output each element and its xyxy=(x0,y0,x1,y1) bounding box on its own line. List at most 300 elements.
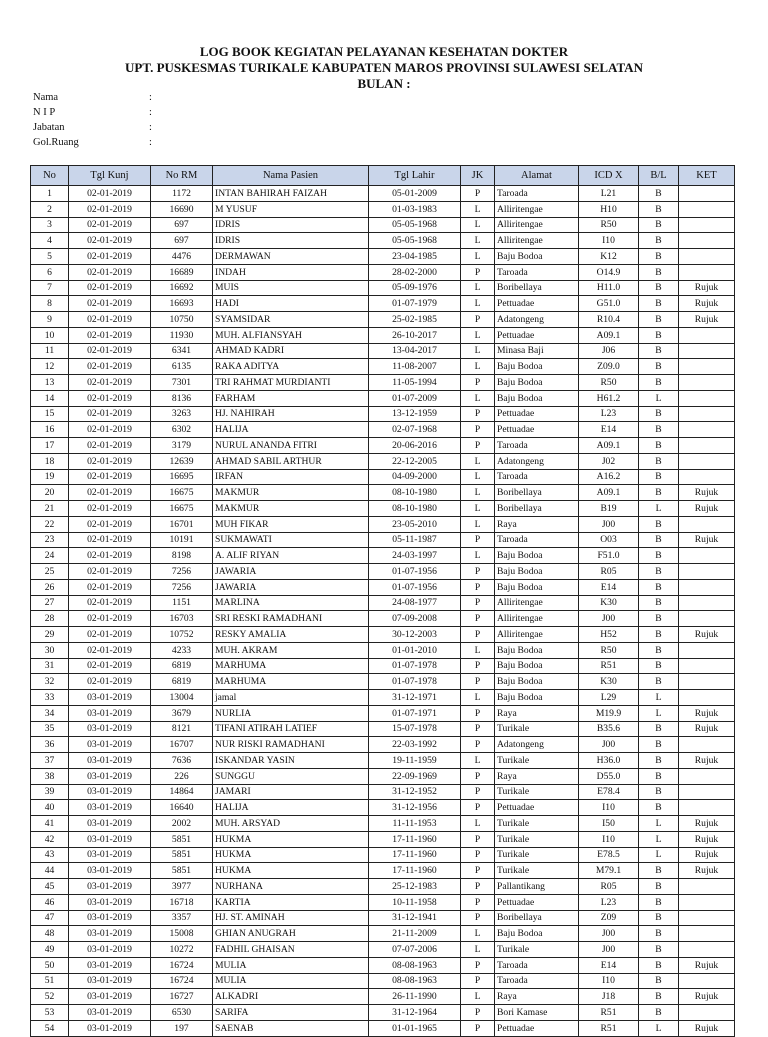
table-cell: 13004 xyxy=(151,690,213,706)
table-cell: 10191 xyxy=(151,532,213,548)
table-cell: 7256 xyxy=(151,579,213,595)
table-cell: P xyxy=(461,768,495,784)
table-cell: L xyxy=(461,926,495,942)
table-cell: ISKANDAR YASIN xyxy=(213,753,369,769)
table-cell: B xyxy=(639,926,679,942)
table-cell: 01-07-1978 xyxy=(369,658,461,674)
table-cell: 22-09-1969 xyxy=(369,768,461,784)
table-cell: B xyxy=(639,312,679,328)
table-row xyxy=(31,548,735,564)
table-cell: H11.0 xyxy=(579,280,639,296)
table-cell: Rujuk xyxy=(679,753,735,769)
table-cell: J00 xyxy=(579,926,639,942)
table-cell: 697 xyxy=(151,217,213,233)
table-cell: I50 xyxy=(579,816,639,832)
table-cell: HJ. NAHIRAH xyxy=(213,406,369,422)
table-cell: M YUSUF xyxy=(213,201,369,217)
table-row xyxy=(31,280,735,296)
table-cell: MUIS xyxy=(213,280,369,296)
table-row xyxy=(31,957,735,973)
table-cell xyxy=(679,516,735,532)
table-cell: 31 xyxy=(31,658,69,674)
table-cell: 02-01-2019 xyxy=(69,579,151,595)
table-cell: 02-01-2019 xyxy=(69,249,151,265)
table-cell: MUH FIKAR xyxy=(213,516,369,532)
table-cell: 23 xyxy=(31,532,69,548)
table-cell: B xyxy=(639,375,679,391)
table-cell: L xyxy=(461,548,495,564)
table-row xyxy=(31,296,735,312)
table-cell xyxy=(679,595,735,611)
table-cell: Pettuadae xyxy=(495,1020,579,1036)
table-cell: Rujuk xyxy=(679,957,735,973)
table-cell xyxy=(679,327,735,343)
table-cell: 02-01-2019 xyxy=(69,548,151,564)
table-cell: P xyxy=(461,894,495,910)
table-row xyxy=(31,910,735,926)
table-cell: Baju Bodoa xyxy=(495,564,579,580)
table-cell: L xyxy=(461,233,495,249)
table-cell xyxy=(679,674,735,690)
table-cell: P xyxy=(461,800,495,816)
table-cell: 24-03-1997 xyxy=(369,548,461,564)
table-cell: L xyxy=(461,469,495,485)
table-cell: IDRIS xyxy=(213,233,369,249)
table-cell: 17 xyxy=(31,438,69,454)
table-row xyxy=(31,879,735,895)
table-cell: 15008 xyxy=(151,926,213,942)
table-cell: 22-03-1992 xyxy=(369,737,461,753)
table-cell: Taroada xyxy=(495,532,579,548)
table-cell: JAWARIA xyxy=(213,579,369,595)
table-cell xyxy=(679,186,735,202)
table-cell: 16675 xyxy=(151,485,213,501)
table-cell: 15 xyxy=(31,406,69,422)
table-cell: 02-07-1968 xyxy=(369,422,461,438)
table-cell: 6 xyxy=(31,264,69,280)
table-cell: Rujuk xyxy=(679,312,735,328)
table-cell: B xyxy=(639,217,679,233)
column-header: No xyxy=(31,166,69,186)
table-cell: 34 xyxy=(31,705,69,721)
table-cell: Turikale xyxy=(495,863,579,879)
table-cell: 3679 xyxy=(151,705,213,721)
table-cell: B xyxy=(639,469,679,485)
table-cell: 13-04-2017 xyxy=(369,343,461,359)
table-cell: Raya xyxy=(495,989,579,1005)
table-cell: FADHIL GHAISAN xyxy=(213,942,369,958)
table-cell: 54 xyxy=(31,1020,69,1036)
table-row xyxy=(31,642,735,658)
table-cell: 02-01-2019 xyxy=(69,642,151,658)
table-cell: 01-03-1983 xyxy=(369,201,461,217)
table-cell: L xyxy=(461,989,495,1005)
table-cell: L xyxy=(461,753,495,769)
table-cell: P xyxy=(461,705,495,721)
table-cell: B xyxy=(639,485,679,501)
table-cell: B xyxy=(639,186,679,202)
table-cell: 22-12-2005 xyxy=(369,453,461,469)
table-cell: B xyxy=(639,359,679,375)
table-cell: 6819 xyxy=(151,674,213,690)
table-cell: 1172 xyxy=(151,186,213,202)
table-cell: 08-08-1963 xyxy=(369,957,461,973)
table-cell: P xyxy=(461,879,495,895)
table-cell xyxy=(679,249,735,265)
table-cell: 01-01-2010 xyxy=(369,642,461,658)
table-cell: 39 xyxy=(31,784,69,800)
table-cell: 02-01-2019 xyxy=(69,201,151,217)
table-cell: P xyxy=(461,406,495,422)
table-cell: MULIA xyxy=(213,973,369,989)
table-cell: B xyxy=(639,768,679,784)
column-header: KET xyxy=(679,166,735,186)
table-cell: B xyxy=(639,564,679,580)
table-cell: 4476 xyxy=(151,249,213,265)
meta-row xyxy=(33,122,152,134)
table-cell: J18 xyxy=(579,989,639,1005)
table-cell: P xyxy=(461,674,495,690)
table-cell: 31-12-1964 xyxy=(369,1005,461,1021)
table-row xyxy=(31,816,735,832)
table-cell: 16640 xyxy=(151,800,213,816)
table-cell: B xyxy=(639,343,679,359)
table-cell: 23-05-2010 xyxy=(369,516,461,532)
table-cell: ALKADRI xyxy=(213,989,369,1005)
table-cell: L xyxy=(461,485,495,501)
table-cell xyxy=(679,879,735,895)
table-cell: 29 xyxy=(31,627,69,643)
table-cell: 01-07-1978 xyxy=(369,674,461,690)
table-cell: 17-11-1960 xyxy=(369,831,461,847)
table-cell: B xyxy=(639,989,679,1005)
table-cell: J00 xyxy=(579,516,639,532)
table-cell: P xyxy=(461,737,495,753)
table-cell: MUH. ALFIANSYAH xyxy=(213,327,369,343)
table-cell: Rujuk xyxy=(679,532,735,548)
column-header: ICD X xyxy=(579,166,639,186)
table-cell: 31-12-1941 xyxy=(369,910,461,926)
table-cell: Rujuk xyxy=(679,847,735,863)
table-cell: HUKMA xyxy=(213,863,369,879)
table-cell: 03-01-2019 xyxy=(69,973,151,989)
table-cell: Pallantikang xyxy=(495,879,579,895)
table-cell: 31-12-1956 xyxy=(369,800,461,816)
table-cell: R05 xyxy=(579,879,639,895)
table-cell: Minasa Baji xyxy=(495,343,579,359)
table-cell: B xyxy=(639,658,679,674)
table-cell: 6341 xyxy=(151,343,213,359)
table-cell xyxy=(679,217,735,233)
table-cell xyxy=(679,264,735,280)
table-row xyxy=(31,485,735,501)
table-cell: Taroada xyxy=(495,973,579,989)
table-cell: 03-01-2019 xyxy=(69,816,151,832)
table-cell: P xyxy=(461,831,495,847)
table-cell: B xyxy=(639,879,679,895)
table-cell: DERMAWAN xyxy=(213,249,369,265)
table-cell: 03-01-2019 xyxy=(69,831,151,847)
table-cell: 03-01-2019 xyxy=(69,863,151,879)
table-row xyxy=(31,690,735,706)
table-cell: 03-01-2019 xyxy=(69,800,151,816)
table-cell: 01-07-1956 xyxy=(369,579,461,595)
table-cell: 04-09-2000 xyxy=(369,469,461,485)
table-cell: 02-01-2019 xyxy=(69,264,151,280)
table-cell: B xyxy=(639,595,679,611)
table-cell: B xyxy=(639,280,679,296)
table-cell: A. ALIF RIYAN xyxy=(213,548,369,564)
table-row xyxy=(31,564,735,580)
table-cell: HALIJA xyxy=(213,422,369,438)
table-cell: P xyxy=(461,1005,495,1021)
table-cell: A16.2 xyxy=(579,469,639,485)
table-cell: B19 xyxy=(579,501,639,517)
table-cell: Turikale xyxy=(495,816,579,832)
table-cell: Pettuadae xyxy=(495,327,579,343)
table-cell: P xyxy=(461,532,495,548)
table-cell: Alliritengae xyxy=(495,233,579,249)
table-cell: 16707 xyxy=(151,737,213,753)
table-cell: 05-01-2009 xyxy=(369,186,461,202)
table-cell: J00 xyxy=(579,737,639,753)
table-row xyxy=(31,863,735,879)
table-cell: SYAMSIDAR xyxy=(213,312,369,328)
table-cell: 697 xyxy=(151,233,213,249)
table-cell: 02-01-2019 xyxy=(69,516,151,532)
table-cell xyxy=(679,390,735,406)
table-cell: 11-08-2007 xyxy=(369,359,461,375)
table-cell: Alliritengae xyxy=(495,217,579,233)
table-cell: B xyxy=(639,784,679,800)
table-cell: Raya xyxy=(495,768,579,784)
table-cell: L xyxy=(461,690,495,706)
column-header: JK xyxy=(461,166,495,186)
table-cell: 03-01-2019 xyxy=(69,957,151,973)
table-cell: L xyxy=(461,501,495,517)
table-row xyxy=(31,847,735,863)
table-cell xyxy=(679,973,735,989)
table-cell: Turikale xyxy=(495,942,579,958)
table-cell: 2002 xyxy=(151,816,213,832)
table-cell: R51 xyxy=(579,1005,639,1021)
table-cell: 03-01-2019 xyxy=(69,1020,151,1036)
table-cell: 05-05-1968 xyxy=(369,233,461,249)
table-cell: SRI RESKI RAMADHANI xyxy=(213,611,369,627)
table-cell: P xyxy=(461,438,495,454)
table-cell: 36 xyxy=(31,737,69,753)
table-cell: NURHANA xyxy=(213,879,369,895)
meta-separator: : xyxy=(149,107,152,118)
table-cell xyxy=(679,1005,735,1021)
table-row xyxy=(31,217,735,233)
table-cell: Rujuk xyxy=(679,280,735,296)
table-cell: P xyxy=(461,973,495,989)
table-cell: 25 xyxy=(31,564,69,580)
table-cell: Baju Bodoa xyxy=(495,579,579,595)
table-cell: 03-01-2019 xyxy=(69,737,151,753)
table-cell: 38 xyxy=(31,768,69,784)
table-cell: Z09.0 xyxy=(579,359,639,375)
table-cell: 7 xyxy=(31,280,69,296)
table-row xyxy=(31,800,735,816)
table-cell: KARTIA xyxy=(213,894,369,910)
table-cell: P xyxy=(461,957,495,973)
table-cell: B xyxy=(639,611,679,627)
table-cell: Rujuk xyxy=(679,989,735,1005)
table-cell: 9 xyxy=(31,312,69,328)
table-cell: AHMAD KADRI xyxy=(213,343,369,359)
meta-label: N I P xyxy=(33,107,56,118)
table-cell: P xyxy=(461,658,495,674)
table-cell: 20-06-2016 xyxy=(369,438,461,454)
table-cell: P xyxy=(461,264,495,280)
table-cell: B xyxy=(639,942,679,958)
table-cell: Rujuk xyxy=(679,831,735,847)
table-cell: 16703 xyxy=(151,611,213,627)
table-cell: 05-11-1987 xyxy=(369,532,461,548)
table-cell: A09.1 xyxy=(579,485,639,501)
table-row xyxy=(31,501,735,517)
table-cell: Pettuadae xyxy=(495,296,579,312)
table-cell: 1 xyxy=(31,186,69,202)
table-cell: M19.9 xyxy=(579,705,639,721)
table-cell: L xyxy=(461,327,495,343)
table-cell: Boribellaya xyxy=(495,910,579,926)
table-cell: 3977 xyxy=(151,879,213,895)
table-cell: B xyxy=(639,438,679,454)
table-cell: B xyxy=(639,627,679,643)
table-cell: JAMARI xyxy=(213,784,369,800)
table-cell: B xyxy=(639,327,679,343)
table-cell: L23 xyxy=(579,406,639,422)
table-cell: Rujuk xyxy=(679,627,735,643)
table-cell: JAWARIA xyxy=(213,564,369,580)
table-cell: 10 xyxy=(31,327,69,343)
table-cell: 02-01-2019 xyxy=(69,327,151,343)
table-cell: 12 xyxy=(31,359,69,375)
table-cell: 47 xyxy=(31,910,69,926)
table-cell: 35 xyxy=(31,721,69,737)
table-cell: L xyxy=(639,705,679,721)
table-cell: 13-12-1959 xyxy=(369,406,461,422)
table-cell: Turikale xyxy=(495,784,579,800)
table-cell: P xyxy=(461,186,495,202)
table-cell: 11-11-1953 xyxy=(369,816,461,832)
table-cell: 01-01-1965 xyxy=(369,1020,461,1036)
table-cell: 02-01-2019 xyxy=(69,485,151,501)
meta-row xyxy=(33,107,152,119)
table-cell: 11-05-1994 xyxy=(369,375,461,391)
table-cell: B xyxy=(639,737,679,753)
table-cell: Pettuadae xyxy=(495,422,579,438)
table-cell: B xyxy=(639,910,679,926)
table-cell: 16690 xyxy=(151,201,213,217)
table-cell: IRFAN xyxy=(213,469,369,485)
table-cell: 07-09-2008 xyxy=(369,611,461,627)
table-cell: 16727 xyxy=(151,989,213,1005)
table-cell: B xyxy=(639,201,679,217)
table-cell: E14 xyxy=(579,579,639,595)
table-cell xyxy=(679,233,735,249)
table-row xyxy=(31,721,735,737)
table-cell: 10272 xyxy=(151,942,213,958)
table-cell: P xyxy=(461,863,495,879)
table-cell: 03-01-2019 xyxy=(69,721,151,737)
table-cell: 03-01-2019 xyxy=(69,1005,151,1021)
table-cell: 33 xyxy=(31,690,69,706)
table-cell: Alliritengae xyxy=(495,611,579,627)
table-row xyxy=(31,894,735,910)
table-cell: INTAN BAHIRAH FAIZAH xyxy=(213,186,369,202)
table-cell: Pettuadae xyxy=(495,894,579,910)
table-row xyxy=(31,343,735,359)
table-cell: Adatongeng xyxy=(495,312,579,328)
table-cell: L xyxy=(461,942,495,958)
table-cell: B xyxy=(639,674,679,690)
table-cell: G51.0 xyxy=(579,296,639,312)
table-cell: 26-11-1990 xyxy=(369,989,461,1005)
table-cell: P xyxy=(461,627,495,643)
table-cell: L xyxy=(461,217,495,233)
table-cell xyxy=(679,422,735,438)
table-cell: Baju Bodoa xyxy=(495,359,579,375)
table-cell: Baju Bodoa xyxy=(495,658,579,674)
table-row xyxy=(31,579,735,595)
table-cell: 7636 xyxy=(151,753,213,769)
table-row xyxy=(31,375,735,391)
table-cell: 7256 xyxy=(151,564,213,580)
table-cell: A09.1 xyxy=(579,327,639,343)
table-cell xyxy=(679,453,735,469)
table-cell: SAENAB xyxy=(213,1020,369,1036)
table-cell: 02-01-2019 xyxy=(69,422,151,438)
table-cell: Baju Bodoa xyxy=(495,674,579,690)
table-cell: R50 xyxy=(579,375,639,391)
table-cell: B xyxy=(639,264,679,280)
table-cell: HUKMA xyxy=(213,847,369,863)
table-row xyxy=(31,926,735,942)
table-cell xyxy=(679,894,735,910)
table-cell: AHMAD SABIL ARTHUR xyxy=(213,453,369,469)
table-cell: Rujuk xyxy=(679,705,735,721)
table-cell: J00 xyxy=(579,611,639,627)
table-cell: 8121 xyxy=(151,721,213,737)
table-row xyxy=(31,453,735,469)
table-cell: 18 xyxy=(31,453,69,469)
table-cell: Raya xyxy=(495,705,579,721)
table-cell: 46 xyxy=(31,894,69,910)
table-cell: 24 xyxy=(31,548,69,564)
table-cell: L xyxy=(639,831,679,847)
table-cell: 32 xyxy=(31,674,69,690)
table-cell: K12 xyxy=(579,249,639,265)
table-cell xyxy=(679,343,735,359)
table-cell: 02-01-2019 xyxy=(69,359,151,375)
table-cell xyxy=(679,784,735,800)
table-cell: 31-12-1952 xyxy=(369,784,461,800)
table-row xyxy=(31,201,735,217)
table-cell: 03-01-2019 xyxy=(69,910,151,926)
table-cell: Taroada xyxy=(495,186,579,202)
table-cell: NURUL ANANDA FITRI xyxy=(213,438,369,454)
meta-separator: : xyxy=(149,92,152,103)
table-cell: 28-02-2000 xyxy=(369,264,461,280)
table-cell: L xyxy=(461,816,495,832)
table-cell: 02-01-2019 xyxy=(69,611,151,627)
table-cell: L xyxy=(461,390,495,406)
table-row xyxy=(31,1020,735,1036)
